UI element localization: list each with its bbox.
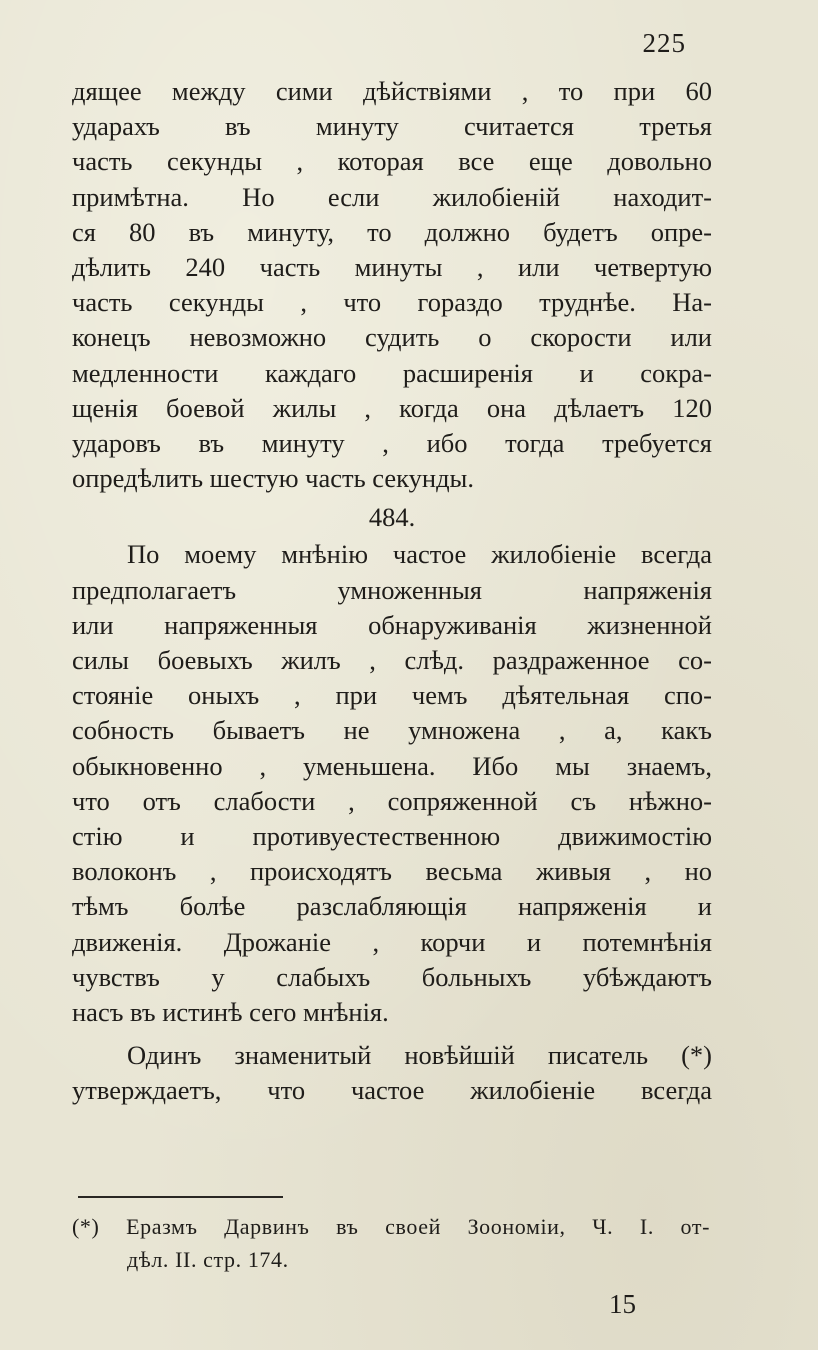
text-line: часть секунды , которая все еще довольно (72, 146, 712, 177)
text-line: конецъ невозможно судить о скорости или (72, 322, 712, 353)
text-line: стію и противуестественною движимостію (72, 820, 712, 851)
text-line: что отъ слабости , сопряженной съ нѣжно- (72, 785, 712, 816)
text-line: утверждаетъ, что частое жилобіеніе всегда (72, 1075, 712, 1106)
text-line: движенія. Дрожаніе , корчи и потемнѣнія (72, 926, 712, 957)
text-line: обыкновенно , уменьшена. Ибо мы знаемъ, (72, 750, 712, 781)
paragraph-continued (72, 74, 712, 496)
text-line: дящее между сими дѣйствіями , то при 60 (72, 76, 712, 106)
footnote-line: (*) Еразмъ Дарвинъ въ своей Зоономіи, Ч. I. от- (72, 1214, 710, 1239)
text-line: ся 80 въ минуту, то должно будетъ опре- (72, 216, 712, 247)
body-text (72, 74, 712, 1108)
text-line: чувствъ у слабыхъ больныхъ убѣждаютъ (72, 961, 712, 992)
text-line: По моему мнѣнію частое жилобіеніе всегда (127, 539, 712, 570)
paragraph-section-484 (72, 537, 712, 1030)
text-line: Одинъ знаменитый новѣйшій писатель (*) (127, 1040, 712, 1071)
footnote (72, 1210, 710, 1276)
text-line: ударовъ въ минуту , ибо тогда требуется (72, 427, 712, 458)
signature-mark: 15 (609, 1289, 636, 1319)
text-line: стояніе оныхъ , при чемъ дѣятельная спо- (72, 680, 712, 711)
page-number: 225 (642, 28, 686, 58)
text-line: примѣтна. Но если жилобіеній находит- (72, 181, 712, 212)
text-line: силы боевыхъ жилъ , слѣд. раздраженное со- (72, 645, 712, 675)
text-line: насъ въ истинѣ сего мнѣнія. (72, 996, 389, 1027)
text-line: медленности каждаго расширенія и сокра- (72, 357, 712, 388)
footnote-line: дѣл. II. стр. 174. (127, 1247, 289, 1272)
text-line: или напряженныя обнаруживанія жизненной (72, 609, 712, 640)
text-line: часть секунды , что гораздо труднѣе. На- (72, 287, 712, 318)
paragraph-gap (72, 1030, 712, 1038)
text-line: ударахъ въ минуту считается третья (72, 111, 712, 142)
text-line: дѣлить 240 часть минуты , или четвертую (72, 251, 712, 282)
text-line: опредѣлить шестую часть секунды. (72, 463, 474, 494)
text-line: волоконъ , происходятъ весьма живыя , но (72, 856, 712, 887)
text-line: щенія боевой жилы , когда она дѣлаетъ 120 (72, 392, 712, 423)
text-line: собность бываетъ не умножена , а, какъ (72, 715, 712, 746)
text-line: предполагаетъ умноженныя напряженія (72, 574, 712, 605)
paragraph-new (72, 1038, 712, 1108)
section-number: 484. (368, 502, 416, 533)
footnote-divider (78, 1196, 283, 1198)
text-line: тѣмъ болѣе разслабляющія напряженія и (72, 891, 712, 922)
